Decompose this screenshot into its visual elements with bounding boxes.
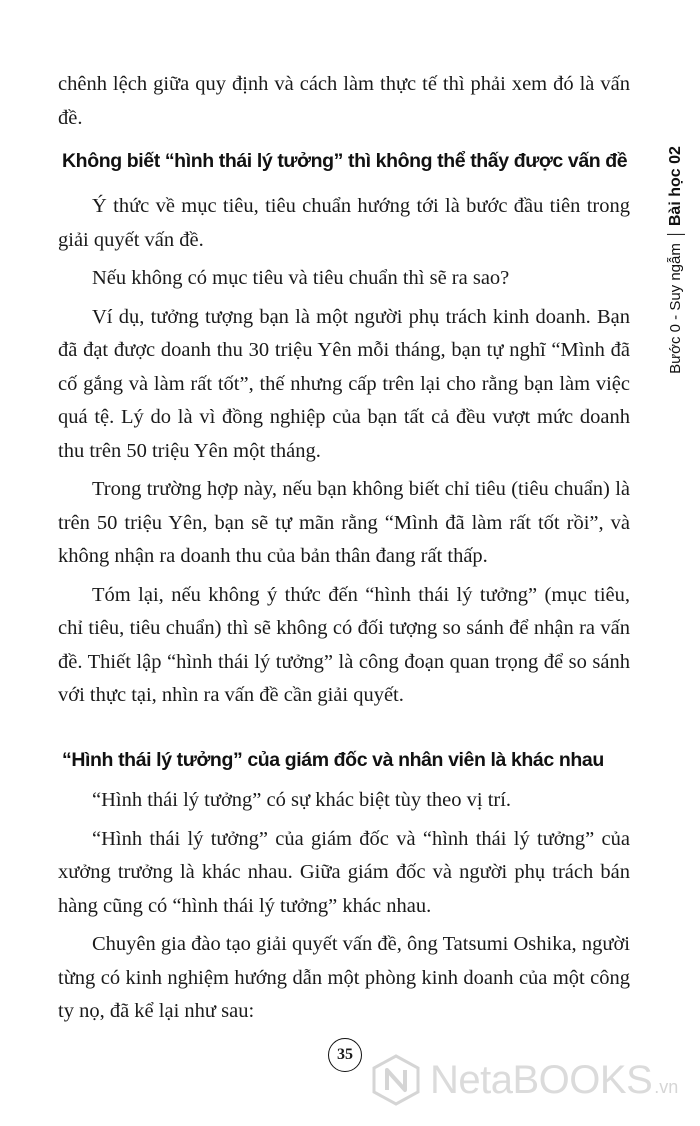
- paragraph: “Hình thái lý tưởng” có sự khác biệt tùy theo vị trí.: [92, 789, 512, 811]
- lesson-label: Bài học 02: [666, 146, 684, 227]
- watermark-tld: .vn: [654, 1076, 679, 1097]
- section-heading-2: “Hình thái lý tưởng” của giám đốc và nhân viên là khác nhau: [62, 749, 604, 771]
- paragraph: “Hình thái lý tưởng” của giám đốc và “hình thái lý tưởng” của xưởng trưởng là khác nhau. Giữa giám đốc và người phụ trách bán hàng cũng có “hình thái lý tưởng” khác nhau.: [58, 827, 630, 917]
- paragraph: Chuyên gia đào tạo giải quyết vấn đề, ông Tatsumi Oshika, người từng có kinh nghiệm hướng dẫn một phòng kinh doanh của một công ty nọ, đã kể lại như sau:: [58, 933, 630, 1022]
- section-2-body: [58, 784, 630, 1034]
- chapter-side-tab: [654, 120, 698, 400]
- section-heading-1: Không biết “hình thái lý tưởng” thì không thể thấy được vấn đề: [62, 150, 628, 172]
- paragraph: Nếu không có mục tiêu và tiêu chuẩn thì sẽ ra sao?: [92, 267, 510, 289]
- watermark: [370, 1054, 678, 1106]
- paragraph: Trong trường hợp này, nếu bạn không biết chỉ tiêu (tiêu chuẩn) là trên 50 triệu Yên, bạn sẽ tự mãn rằng “Mình đã làm rất tốt rồi”, và không nhận ra doanh thu của bản thân đang rất thấp.: [58, 478, 630, 567]
- tab-separator: [667, 234, 685, 235]
- netabooks-logo-icon: [370, 1054, 422, 1106]
- page-number: 35: [328, 1038, 362, 1072]
- paragraph: Ý thức về mục tiêu, tiêu chuẩn hướng tới là bước đầu tiên trong giải quyết vấn đề.: [58, 195, 630, 251]
- continuation-text: [58, 68, 630, 140]
- paragraph: Tóm lại, nếu không ý thức đến “hình thái lý tưởng” (mục tiêu, chỉ tiêu, tiêu chuẩn) thì sẽ không có đối tượng so sánh để nhận ra vấn đề. Thiết lập “hình thái lý tưởng” là công đoạn quan trọng để so sánh với thực tại, nhìn ra vấn đề cần giải quyết.: [58, 583, 630, 706]
- paragraph: Ví dụ, tưởng tượng bạn là một người phụ trách kinh doanh. Bạn đã đạt được doanh thu 30 triệu Yên mỗi tháng, bạn tự nghĩ “Mình đã cố gắng và làm rất tốt”, thế nhưng cấp trên lại cho rằng bạn làm việc quá tệ. Lý do là vì đồng nghiệp của bạn tất cả đều vượt mức doanh thu trên 50 triệu Yên một tháng.: [58, 305, 630, 462]
- section-1-body: [58, 190, 630, 718]
- paragraph: chênh lệch giữa quy định và cách làm thực tế thì phải xem đó là vấn đề.: [58, 73, 630, 129]
- watermark-brand: NetaBOOKS: [430, 1057, 653, 1102]
- step-label: Bước 0 - Suy ngẫm: [666, 243, 684, 374]
